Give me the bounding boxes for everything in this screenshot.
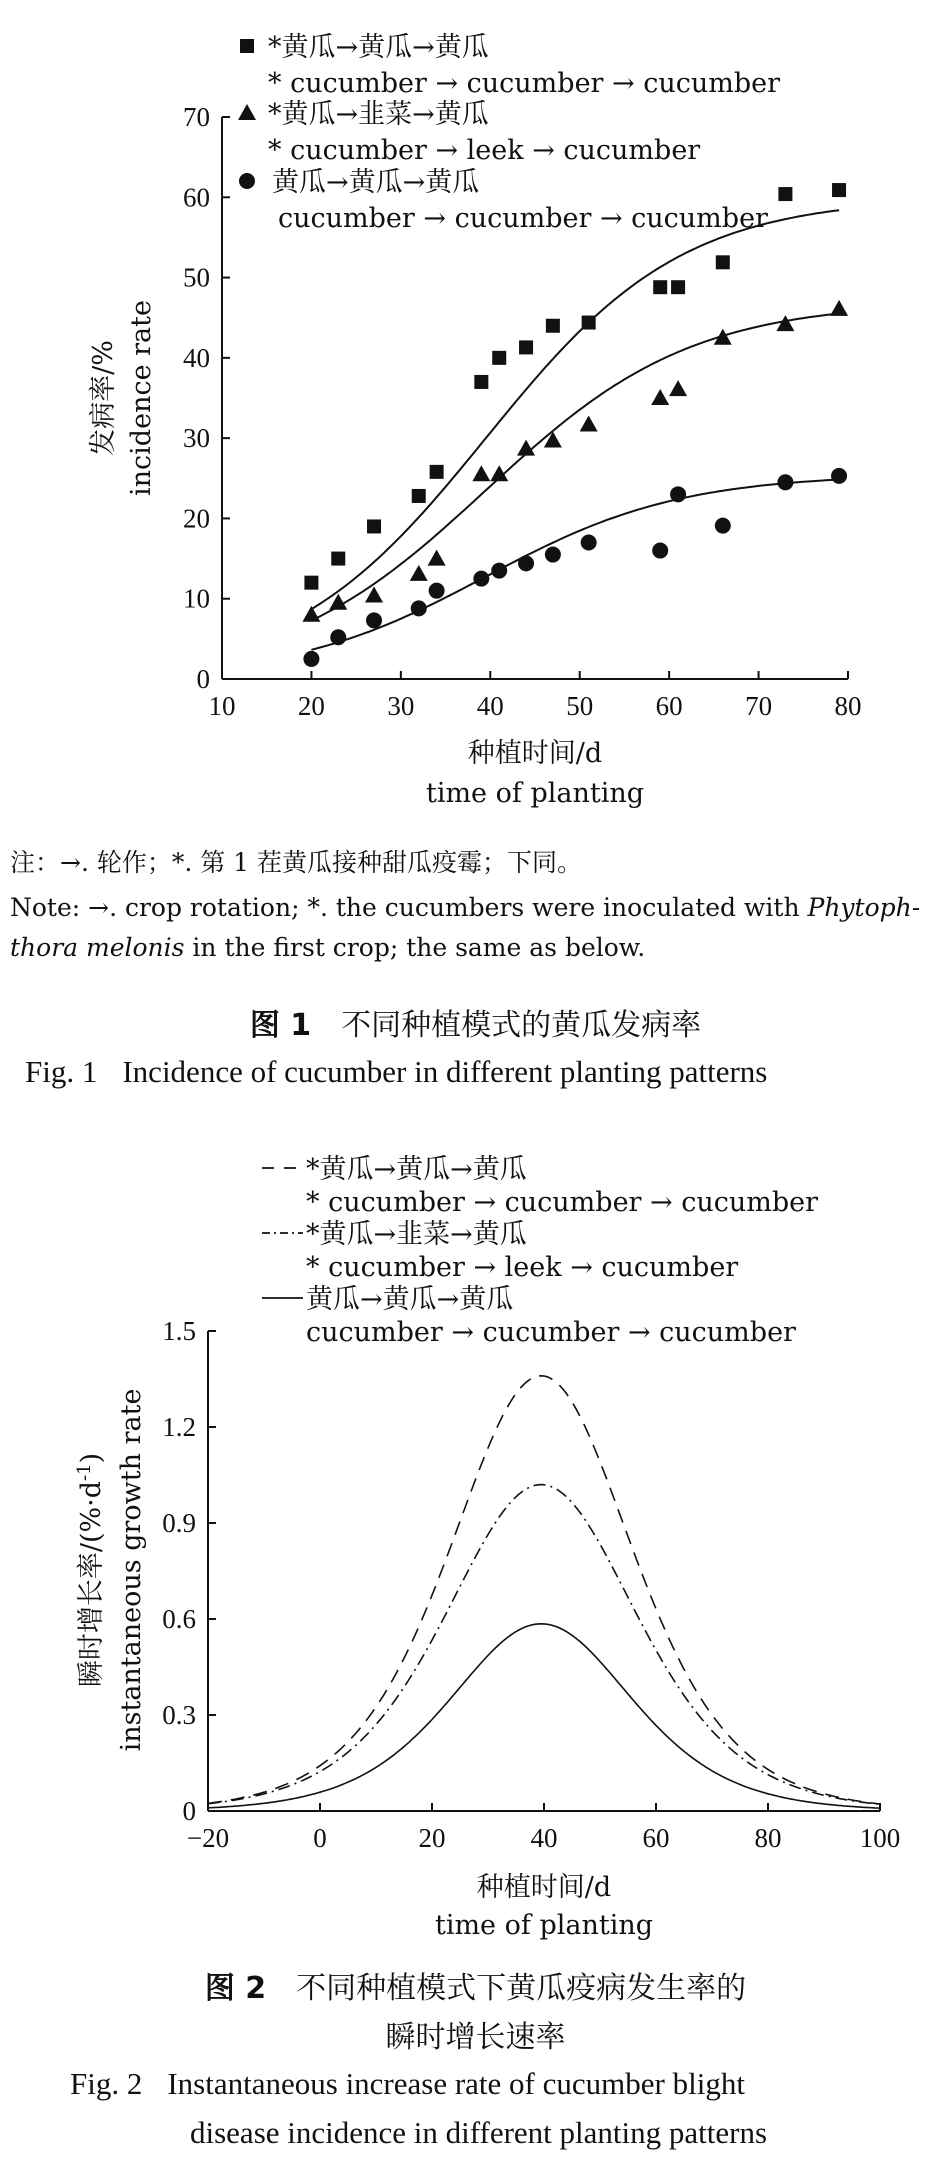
y-tick-label: 0.3 — [162, 1700, 196, 1730]
data-point-square — [367, 519, 381, 533]
y-axis-label-cn: 发病率/% — [88, 340, 119, 456]
x-tick-label: 20 — [418, 1823, 446, 1853]
legend-marker-square — [240, 39, 254, 53]
data-point-triangle — [302, 606, 320, 622]
fig2-title-en-1: Instantaneous increase rate of cucumber blight — [167, 2066, 745, 2101]
note-en-post: in the first crop; the same as below. — [184, 933, 646, 962]
data-point-circle — [831, 468, 847, 484]
fig2-num-cn: 图 2 — [204, 1971, 267, 2006]
data-point-triangle — [669, 380, 687, 396]
x-axis-label-cn: 种植时间/d — [467, 738, 603, 769]
y-tick-label: 0 — [182, 1796, 196, 1826]
data-point-square — [832, 183, 846, 197]
figure-2-chart — [0, 1140, 951, 2080]
note-en-pre: Note: →. crop rotation; *. the cucumbers were inoculated with — [10, 893, 808, 922]
data-point-circle — [518, 555, 534, 571]
legend-label-en: cucumber → cucumber → cucumber — [278, 203, 768, 234]
note-en-italic-2: thora melonis — [10, 933, 185, 962]
fit-curve-square — [311, 210, 839, 609]
curve-dash-dot — [208, 1485, 880, 1805]
x-tick-label: −20 — [186, 1823, 230, 1853]
data-point-triangle — [472, 465, 490, 481]
x-tick-label: 40 — [476, 691, 504, 721]
data-point-square — [716, 255, 730, 269]
fig1-caption-cn — [0, 1000, 951, 1044]
x-tick-label: 60 — [655, 691, 683, 721]
note-en-italic-1: Phytoph- — [807, 893, 921, 922]
data-point-triangle — [428, 550, 446, 566]
legend-marker-circle — [239, 173, 255, 189]
legend-label-en: * cucumber → cucumber → cucumber — [306, 1187, 819, 1218]
fig2-title-cn-1: 不同种植模式下黄瓜疫病发生率的 — [296, 1971, 747, 2006]
data-point-circle — [473, 571, 489, 587]
x-tick-label: 20 — [297, 691, 325, 721]
note-en-line1 — [10, 888, 920, 928]
data-point-square — [778, 187, 792, 201]
fig2-caption-en-line1 — [70, 2066, 745, 2102]
data-point-triangle — [830, 300, 848, 316]
data-point-circle — [330, 629, 346, 645]
fit-curve-triangle — [311, 313, 839, 620]
chart1-fit-curves — [311, 210, 839, 650]
legend-label-cn: 黄瓜→黄瓜→黄瓜 — [272, 167, 480, 198]
fig2-caption-cn-line1 — [0, 1963, 951, 2007]
data-point-square — [430, 465, 444, 479]
data-point-square — [304, 576, 318, 590]
data-point-circle — [366, 612, 382, 628]
x-tick-label: 10 — [208, 691, 236, 721]
data-point-square — [412, 489, 426, 503]
data-point-square — [671, 280, 685, 294]
data-point-circle — [303, 651, 319, 667]
data-point-circle — [545, 547, 561, 563]
note-cn: 注：→. 轮作；*. 第 1 茬黄瓜接种甜瓜疫霉；下同。 — [10, 848, 583, 877]
fig2-title-en-2: disease incidence in different planting patterns — [190, 2115, 768, 2150]
legend-label-cn: 黄瓜→黄瓜→黄瓜 — [306, 1284, 514, 1315]
fig2-title-cn-2: 瞬时增长速率 — [385, 2020, 566, 2055]
curve-dashed — [208, 1376, 880, 1804]
note-en-line2 — [10, 928, 645, 968]
legend-label-en: cucumber → cucumber → cucumber — [306, 1317, 796, 1348]
y-axis-label-superscript: -1 — [74, 1463, 95, 1481]
x-tick-label: 40 — [530, 1823, 558, 1853]
y-tick-label: 0.9 — [162, 1508, 196, 1538]
data-point-triangle — [580, 415, 598, 431]
y-axis-label-cn-main: 瞬时增长率/(%·d — [76, 1480, 107, 1688]
x-tick-label: 70 — [745, 691, 773, 721]
chart1-data-points — [302, 183, 848, 667]
x-axis-label-cn: 种植时间/d — [476, 1872, 612, 1903]
data-point-triangle — [544, 432, 562, 448]
chart2-legend — [262, 1154, 818, 1348]
x-tick-label: 60 — [642, 1823, 670, 1853]
data-point-circle — [429, 583, 445, 599]
y-tick-label: 10 — [183, 583, 210, 614]
x-tick-label: 80 — [834, 691, 862, 721]
data-point-circle — [670, 486, 686, 502]
fig1-num-en: Fig. 1 — [25, 1054, 98, 1089]
x-tick-label: 100 — [859, 1823, 901, 1853]
y-tick-label: 0.6 — [162, 1604, 196, 1634]
data-point-square — [519, 340, 533, 354]
figure-1-chart — [0, 0, 951, 830]
data-point-triangle — [410, 565, 428, 581]
fig2-num-en: Fig. 2 — [70, 2066, 143, 2101]
x-tick-label: 50 — [566, 691, 594, 721]
y-axis-label-en: incidence rate — [126, 300, 157, 496]
data-point-circle — [411, 600, 427, 616]
legend-label-cn: *黄瓜→韭菜→黄瓜 — [268, 99, 489, 130]
legend-label-cn: *黄瓜→黄瓜→黄瓜 — [268, 32, 489, 63]
x-tick-label: 80 — [754, 1823, 782, 1853]
data-point-square — [331, 552, 345, 566]
y-tick-label: 1.2 — [162, 1412, 196, 1442]
data-point-square — [653, 280, 667, 294]
y-tick-label: 70 — [183, 102, 210, 132]
chart2-axes — [74, 1316, 900, 1941]
x-tick-label: 0 — [313, 1823, 327, 1853]
data-point-circle — [491, 563, 507, 579]
legend-marker-triangle — [238, 104, 256, 120]
y-tick-label: 40 — [183, 342, 210, 373]
y-tick-label: 0 — [196, 664, 210, 694]
fig1-num-cn: 图 1 — [249, 1008, 312, 1043]
legend-label-cn: *黄瓜→韭菜→黄瓜 — [306, 1219, 527, 1250]
data-point-circle — [715, 518, 731, 534]
y-axis-label-cn-close: ) — [76, 1452, 107, 1464]
x-axis-label-en: time of planting — [425, 778, 645, 809]
chart2-curves — [208, 1376, 880, 1808]
y-axis-label-cn — [74, 1453, 107, 1687]
data-point-triangle — [651, 389, 669, 405]
legend-label-en: * cucumber → leek → cucumber — [306, 1252, 739, 1283]
y-tick-label: 20 — [183, 503, 210, 534]
data-point-square — [474, 375, 488, 389]
x-tick-label: 30 — [387, 691, 415, 721]
data-point-circle — [777, 474, 793, 490]
data-point-square — [492, 351, 506, 365]
y-tick-label: 1.5 — [162, 1316, 196, 1346]
data-point-circle — [652, 543, 668, 559]
x-axis-label-en: time of planting — [434, 1910, 654, 1941]
fig1-title-en: Incidence of cucumber in different planting patterns — [122, 1054, 768, 1089]
y-tick-label: 60 — [183, 182, 210, 213]
chart1-legend — [238, 32, 780, 234]
data-point-square — [582, 316, 596, 330]
fig1-caption-en — [25, 1054, 767, 1090]
y-tick-label: 50 — [183, 262, 210, 293]
curve-solid — [208, 1624, 880, 1808]
legend-label-cn: *黄瓜→黄瓜→黄瓜 — [306, 1154, 527, 1185]
fit-curve-circle — [311, 480, 839, 650]
fig2-caption-en-line2 — [190, 2115, 767, 2151]
data-point-square — [546, 319, 560, 333]
y-tick-label: 30 — [183, 423, 210, 454]
y-axis-label-en: instantaneous growth rate — [116, 1388, 147, 1752]
legend-label-en: * cucumber → cucumber → cucumber — [268, 68, 781, 99]
fig2-caption-cn-line2 — [0, 2012, 951, 2056]
legend-label-en: * cucumber → leek → cucumber — [268, 135, 701, 166]
fig1-title-cn: 不同种植模式的黄瓜发病率 — [341, 1008, 702, 1043]
data-point-circle — [581, 535, 597, 551]
